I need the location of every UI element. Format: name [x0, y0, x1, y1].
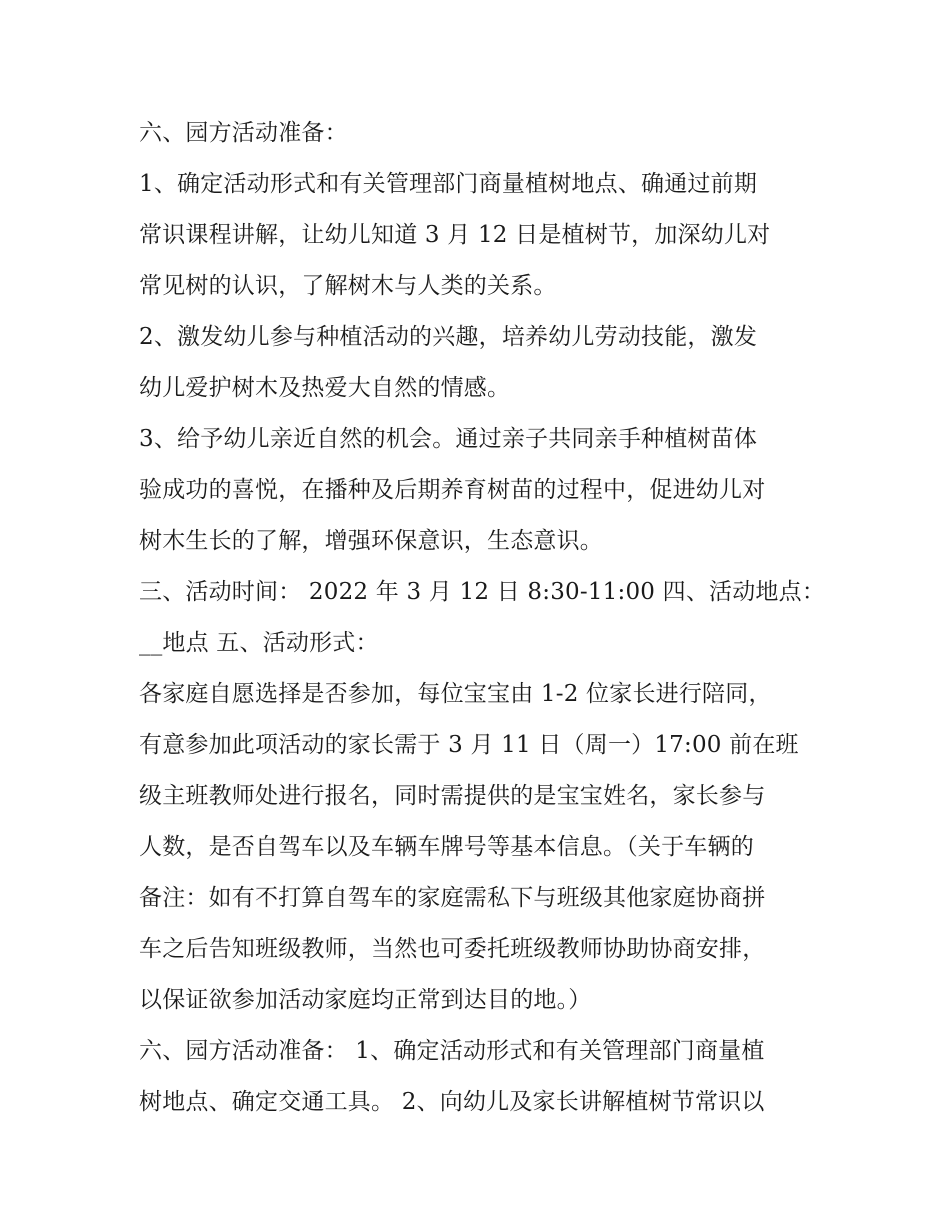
document-body [139, 108, 826, 1128]
text-line: 人数，是否自驾车以及车辆车牌号等基本信息。（关于车辆的 [139, 834, 754, 860]
text-line: 幼儿爱护树木及热爱大自然的情感。 [139, 375, 511, 401]
text-line: __地点 五、活动形式： [139, 630, 379, 656]
text-line: 树木生长的了解，增强环保意识，生态意识。 [139, 528, 603, 554]
text-line: 1、确定活动形式和有关管理部门商量植树地点、确通过前期 [139, 171, 758, 197]
text-line: 备注：如有不打算自驾车的家庭需私下与班级其他家庭协商拼 [139, 885, 766, 911]
text-line: 三、活动时间： 2022 年 3 月 12 日 8:30-11:00 四、活动地点： [139, 579, 826, 605]
text-line: 验成功的喜悦，在播种及后期养育树苗的过程中，促进幼儿对 [139, 477, 766, 503]
text-line: 2、激发幼儿参与种植活动的兴趣，培养幼儿劳动技能，激发 [139, 324, 758, 350]
text-line: 以保证欲参加活动家庭均正常到达目的地。） [139, 987, 592, 1013]
text-line: 六、园方活动准备： [139, 120, 348, 146]
text-line: 车之后告知班级教师，当然也可委托班级教师协助协商安排， [139, 936, 766, 962]
text-line: 常识课程讲解，让幼儿知道 3 月 12 日是植树节，加深幼儿对 [139, 222, 771, 248]
text-line: 3、给予幼儿亲近自然的机会。通过亲子共同亲手种植树苗体 [139, 426, 758, 452]
text-line: 六、园方活动准备： 1、确定活动形式和有关管理部门商量植 [139, 1038, 765, 1064]
text-line: 树地点、确定交通工具。 2、向幼儿及家长讲解植树节常识以 [139, 1089, 765, 1115]
text-line: 各家庭自愿选择是否参加，每位宝宝由 1-2 位家长进行陪同， [139, 681, 772, 707]
text-line: 级主班教师处进行报名，同时需提供的是宝宝姓名，家长参与 [139, 783, 766, 809]
text-line: 有意参加此项活动的家长需于 3 月 11 日（周一）17:00 前在班 [139, 732, 799, 758]
text-line: 常见树的认识，了解树木与人类的关系。 [139, 273, 557, 299]
